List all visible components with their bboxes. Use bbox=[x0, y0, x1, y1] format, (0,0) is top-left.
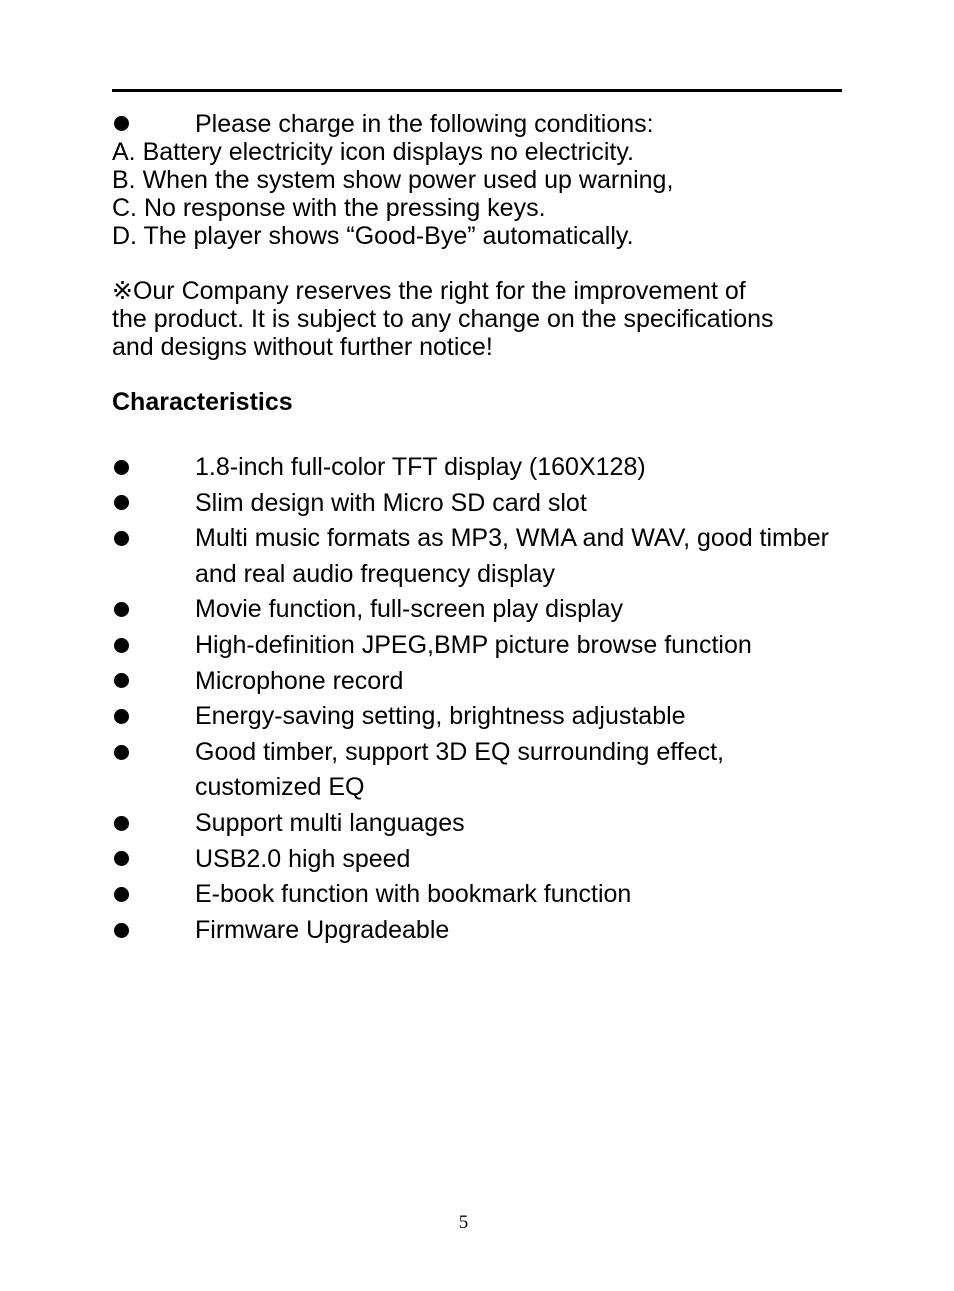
feature-item bbox=[112, 486, 852, 522]
feature-item bbox=[112, 450, 852, 486]
feature-item bbox=[112, 664, 852, 700]
feature-item bbox=[112, 699, 852, 735]
bullet-icon bbox=[114, 531, 129, 546]
charge-condition-c: C. No response with the pressing keys. bbox=[112, 194, 546, 222]
feature-item bbox=[112, 877, 852, 913]
bullet-icon bbox=[114, 851, 129, 866]
feature-text: Slim design with Micro SD card slot bbox=[195, 488, 587, 517]
feature-item bbox=[112, 735, 852, 806]
feature-text: High-definition JPEG,BMP picture browse function bbox=[195, 630, 752, 659]
page-content bbox=[112, 110, 852, 948]
bullet-icon bbox=[114, 887, 129, 902]
bullet-icon bbox=[114, 816, 129, 831]
feature-item bbox=[112, 842, 852, 878]
feature-text: E-book function with bookmark function bbox=[195, 880, 632, 909]
company-notice bbox=[112, 277, 852, 361]
feature-text: Firmware Upgradeable bbox=[195, 915, 450, 944]
feature-text: Microphone record bbox=[195, 666, 404, 695]
page-number: 5 bbox=[458, 1212, 469, 1233]
notice-line: ※Our Company reserves the right for the improvement of bbox=[112, 277, 746, 305]
bullet-icon bbox=[114, 673, 129, 688]
bullet-icon bbox=[114, 745, 129, 760]
bullet-icon bbox=[114, 116, 129, 131]
feature-text: Good timber, support 3D EQ surrounding effect, customized EQ bbox=[195, 737, 724, 802]
header-rule bbox=[112, 89, 842, 92]
charge-condition-b: B. When the system show power used up warning, bbox=[112, 166, 674, 194]
charge-condition-d: D. The player shows “Good-Bye” automatically. bbox=[112, 222, 634, 250]
feature-text: Energy-saving setting, brightness adjustable bbox=[195, 702, 686, 731]
notice-line: the product. It is subject to any change on the specifications bbox=[112, 305, 774, 333]
bullet-icon bbox=[114, 923, 129, 938]
notice-line: and designs without further notice! bbox=[112, 333, 493, 361]
characteristics-list bbox=[112, 450, 852, 948]
charge-heading-text: Please charge in the following conditions: bbox=[195, 110, 654, 138]
feature-text: Support multi languages bbox=[195, 808, 465, 837]
feature-text: Movie function, full-screen play display bbox=[195, 595, 623, 624]
charge-condition-a: A. Battery electricity icon displays no electricity. bbox=[112, 138, 634, 166]
feature-item bbox=[112, 806, 852, 842]
charge-conditions-heading bbox=[112, 110, 852, 138]
feature-item bbox=[112, 913, 852, 949]
bullet-icon bbox=[114, 495, 129, 510]
bullet-icon bbox=[114, 460, 129, 475]
bullet-icon bbox=[114, 709, 129, 724]
feature-item bbox=[112, 521, 852, 592]
feature-item bbox=[112, 628, 852, 664]
feature-item bbox=[112, 592, 852, 628]
feature-text: 1.8-inch full-color TFT display (160X128) bbox=[195, 453, 646, 481]
feature-text: USB2.0 high speed bbox=[195, 844, 411, 873]
bullet-icon bbox=[114, 602, 129, 617]
characteristics-title: Characteristics bbox=[112, 388, 293, 416]
bullet-icon bbox=[114, 638, 129, 653]
feature-text: Multi music formats as MP3, WMA and WAV, good timber and real audio frequency display bbox=[195, 524, 829, 588]
